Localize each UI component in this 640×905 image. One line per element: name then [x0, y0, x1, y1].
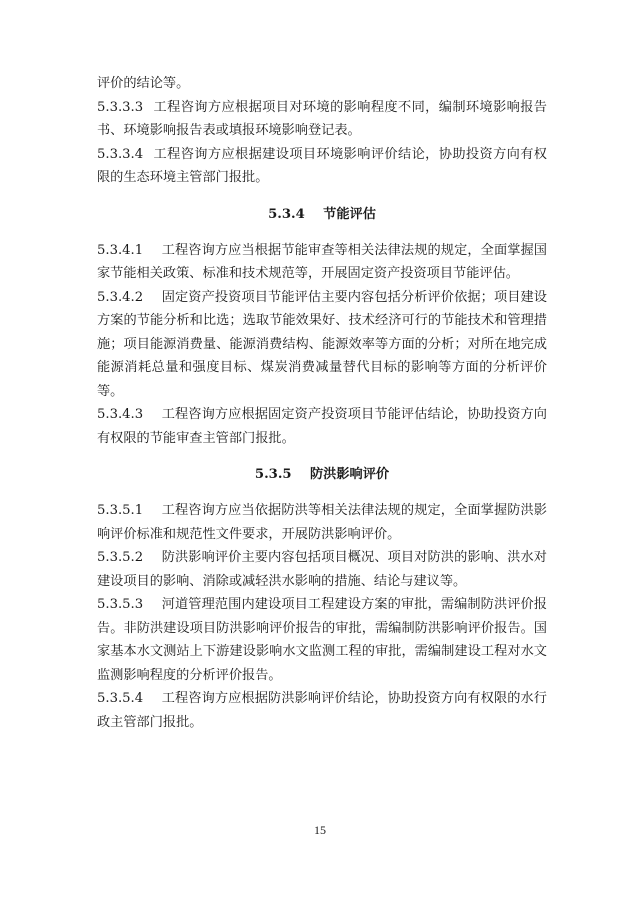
paragraph-5-3-4-3	[97, 403, 547, 450]
paragraph-text: 评价的结论等。	[97, 76, 190, 91]
clause-number: 5.3.5.4	[97, 691, 144, 706]
clause-number: 5.3.5.1	[97, 503, 144, 518]
document-page	[97, 72, 547, 734]
clause-number: 5.3.4.3	[97, 407, 144, 422]
paragraph-5-3-5-4	[97, 687, 547, 734]
paragraph-5-3-5-2	[97, 546, 547, 593]
paragraph-text: 工程咨询方应当依据防洪等相关法律法规的规定，全面掌握防洪影响评价标准和规范性文件要求，开展防洪影响评价。	[97, 503, 547, 542]
clause-number: 5.3.4.1	[97, 242, 144, 258]
paragraph-text: 工程咨询方应根据项目对环境的影响程度不同，编制环境影响报告书、环境影响报告表或填报环境影响登记表。	[97, 99, 547, 138]
paragraph-5-3-4-1	[97, 239, 547, 286]
paragraph-text: 固定资产投资项目节能评估主要内容包括分析评价依据；项目建设方案的节能分析和比选；选取节能效果好、技术经济可行的节能技术和管理措施；项目能源消费量、能源消费结构、能源效率等方面的分析；对所在地完成能源消耗总量和强度目标、煤炭消费减量替代目标的影响等方面的分析评价等。	[97, 289, 547, 399]
clause-number: 5.3.5.2	[97, 550, 144, 565]
paragraph-5-3-3-3	[97, 96, 547, 143]
clause-number: 5.3.3.3	[97, 99, 144, 115]
paragraph-intro-tail	[97, 72, 547, 96]
paragraph-text: 工程咨询方应根据固定资产投资项目节能评估结论，协助投资方向有权限的节能审查主管部门报批。	[97, 407, 547, 446]
page-number: 15	[314, 823, 326, 837]
heading-title: 节能评估	[323, 206, 376, 222]
section-heading-5-3-4	[97, 203, 547, 226]
heading-number: 5.3.5	[254, 467, 292, 482]
paragraph-text: 防洪影响评价主要内容包括项目概况、项目对防洪的影响、洪水对建设项目的影响、消除或减轻洪水影响的措施、结论与建议等。	[97, 550, 547, 589]
paragraph-text: 工程咨询方应根据建设项目环境影响评价结论，协助投资方向有权限的生态环境主管部门报批。	[97, 146, 547, 185]
section-heading-5-3-5	[97, 463, 547, 486]
paragraph-text: 河道管理范围内建设项目工程建设方案的审批，需编制防洪评价报告。非防洪建设项目防洪影响评价报告的审批，需编制防洪影响评价报告。国家基本水文测站上下游建设影响水文监测工程的审批，需编制建设工程对水文监测影响程度的分析评价报告。	[97, 597, 547, 683]
paragraph-text: 工程咨询方应当根据节能审查等相关法律法规的规定，全面掌握国家节能相关政策、标准和技术规范等，开展固定资产投资项目节能评估。	[97, 242, 547, 281]
heading-number: 5.3.4	[268, 206, 305, 222]
paragraph-5-3-4-2	[97, 286, 547, 404]
clause-number: 5.3.5.3	[97, 597, 144, 612]
paragraph-text: 工程咨询方应根据防洪影响评价结论，协助投资方向有权限的水行政主管部门报批。	[97, 691, 547, 730]
heading-title: 防洪影响评价	[309, 467, 390, 482]
paragraph-5-3-5-3	[97, 593, 547, 687]
clause-number: 5.3.4.2	[97, 289, 144, 305]
paragraph-5-3-5-1	[97, 499, 547, 546]
clause-number: 5.3.3.4	[97, 146, 144, 162]
paragraph-5-3-3-4	[97, 143, 547, 190]
